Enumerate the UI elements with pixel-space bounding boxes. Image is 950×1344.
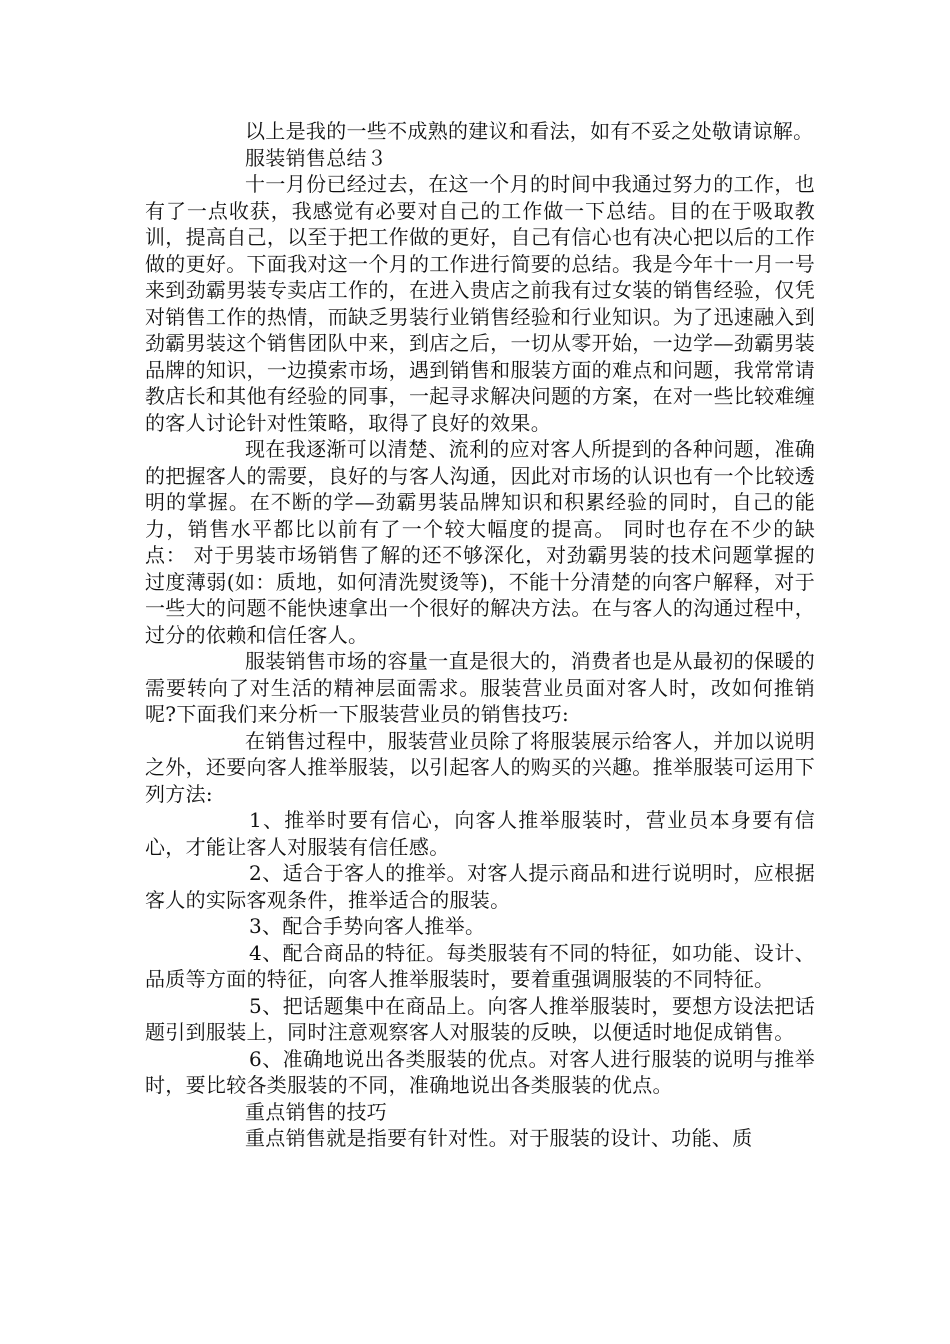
paragraph-progress-and-shortcomings: 现在我逐渐可以清楚、流利的应对客人所提到的各种问题，准确的把握客人的需要，良好的与客人沟通，因此对市场的认识也有一个比较透明的掌握。在不断的学—劲霸男装品牌知识和积累经验的同时，自己的能力，销售水平都比以前有了一个较大幅度的提高。 同时也存在不少的缺点： 对于男装市场销售了解的还不够深化，对劲霸男装的技术问题掌握的过度薄弱(如：质地，如何清洗熨烫等)，不能十分清楚的向客户解释，对于一些大的问题不能快速拿出一个很好的解决方法。在与客人的沟通过程中，过分的依赖和信任客人。 <box>145 437 815 647</box>
list-item-5: 5、把话题集中在商品上。向客人推举服装时，要想方设法把话题引到服装上，同时注意观察客人对服装的反映，以便适时地促成销售。 <box>145 993 815 1044</box>
paragraph-market-capacity: 服装销售市场的容量一直是很大的，消费者也是从最初的保暖的需要转向了对生活的精神层面需求。服装营业员面对客人时，改如何推销呢?下面我们来分析一下服装营业员的销售技巧: <box>145 649 815 726</box>
list-item-3: 3、配合手势向客人推举。 <box>249 914 486 938</box>
paragraph-key-selling: 重点销售就是指要有针对性。对于服装的设计、功能、质 <box>245 1126 753 1150</box>
paragraph-recommend-intro: 在销售过程中，服装营业员除了将服装展示给客人，并加以说明之外，还要向客人推举服装，以引起客人的购买的兴趣。推举服装可运用下列方法: <box>145 728 815 806</box>
section-title-key-selling: 重点销售的技巧 <box>245 1099 388 1124</box>
paragraph-november-summary: 十一月份已经过去，在这一个月的时间中我通过努力的工作，也有了一点收获，我感觉有必要对自己的工作做一下总结。目的在于吸取教训，提高自己，以至于把工作做的更好，自己有信心也有决心把以后的工作做的更好。下面我对这一个月的工作进行简要的总结。我是今年十一月一号来到劲霸男装专卖店工作的，在进入贵店之前我有过女装的销售经验，仅凭对销售工作的热情，而缺乏男装行业销售经验和行业知识。为了迅速融入到劲霸男装这个销售团队中来，到店之后，一切从零开始，一边学—劲霸男装品牌的知识，一边摸索市场，遇到销售和服装方面的难点和问题，我常常请教店长和其他有经验的同事，一起寻求解决问题的方案，在对一些比较难缠的客人讨论针对性策略，取得了良好的效果。 <box>145 172 815 435</box>
list-item-1: 1、推举时要有信心，向客人推举服装时，营业员本身要有信心，才能让客人对服装有信任感。 <box>145 808 815 859</box>
document-body <box>145 118 815 1152</box>
list-item-6: 6、准确地说出各类服装的优点。对客人进行服装的说明与推举时，要比较各类服装的不同，准确地说出各类服装的优点。 <box>145 1046 815 1097</box>
section-title-summary-3: 服装销售总结３ <box>245 145 388 170</box>
paragraph-closing-remark: 以上是我的一些不成熟的建议和看法，如有不妥之处敬请谅解。 <box>245 119 814 143</box>
list-item-2: 2、适合于客人的推举。对客人提示商品和进行说明时，应根据客人的实际客观条件，推举适合的服装。 <box>145 861 815 912</box>
list-item-4: 4、配合商品的特征。每类服装有不同的特征，如功能、设计、品质等方面的特征，向客人推举服装时，要着重强调服装的不同特征。 <box>145 940 815 991</box>
